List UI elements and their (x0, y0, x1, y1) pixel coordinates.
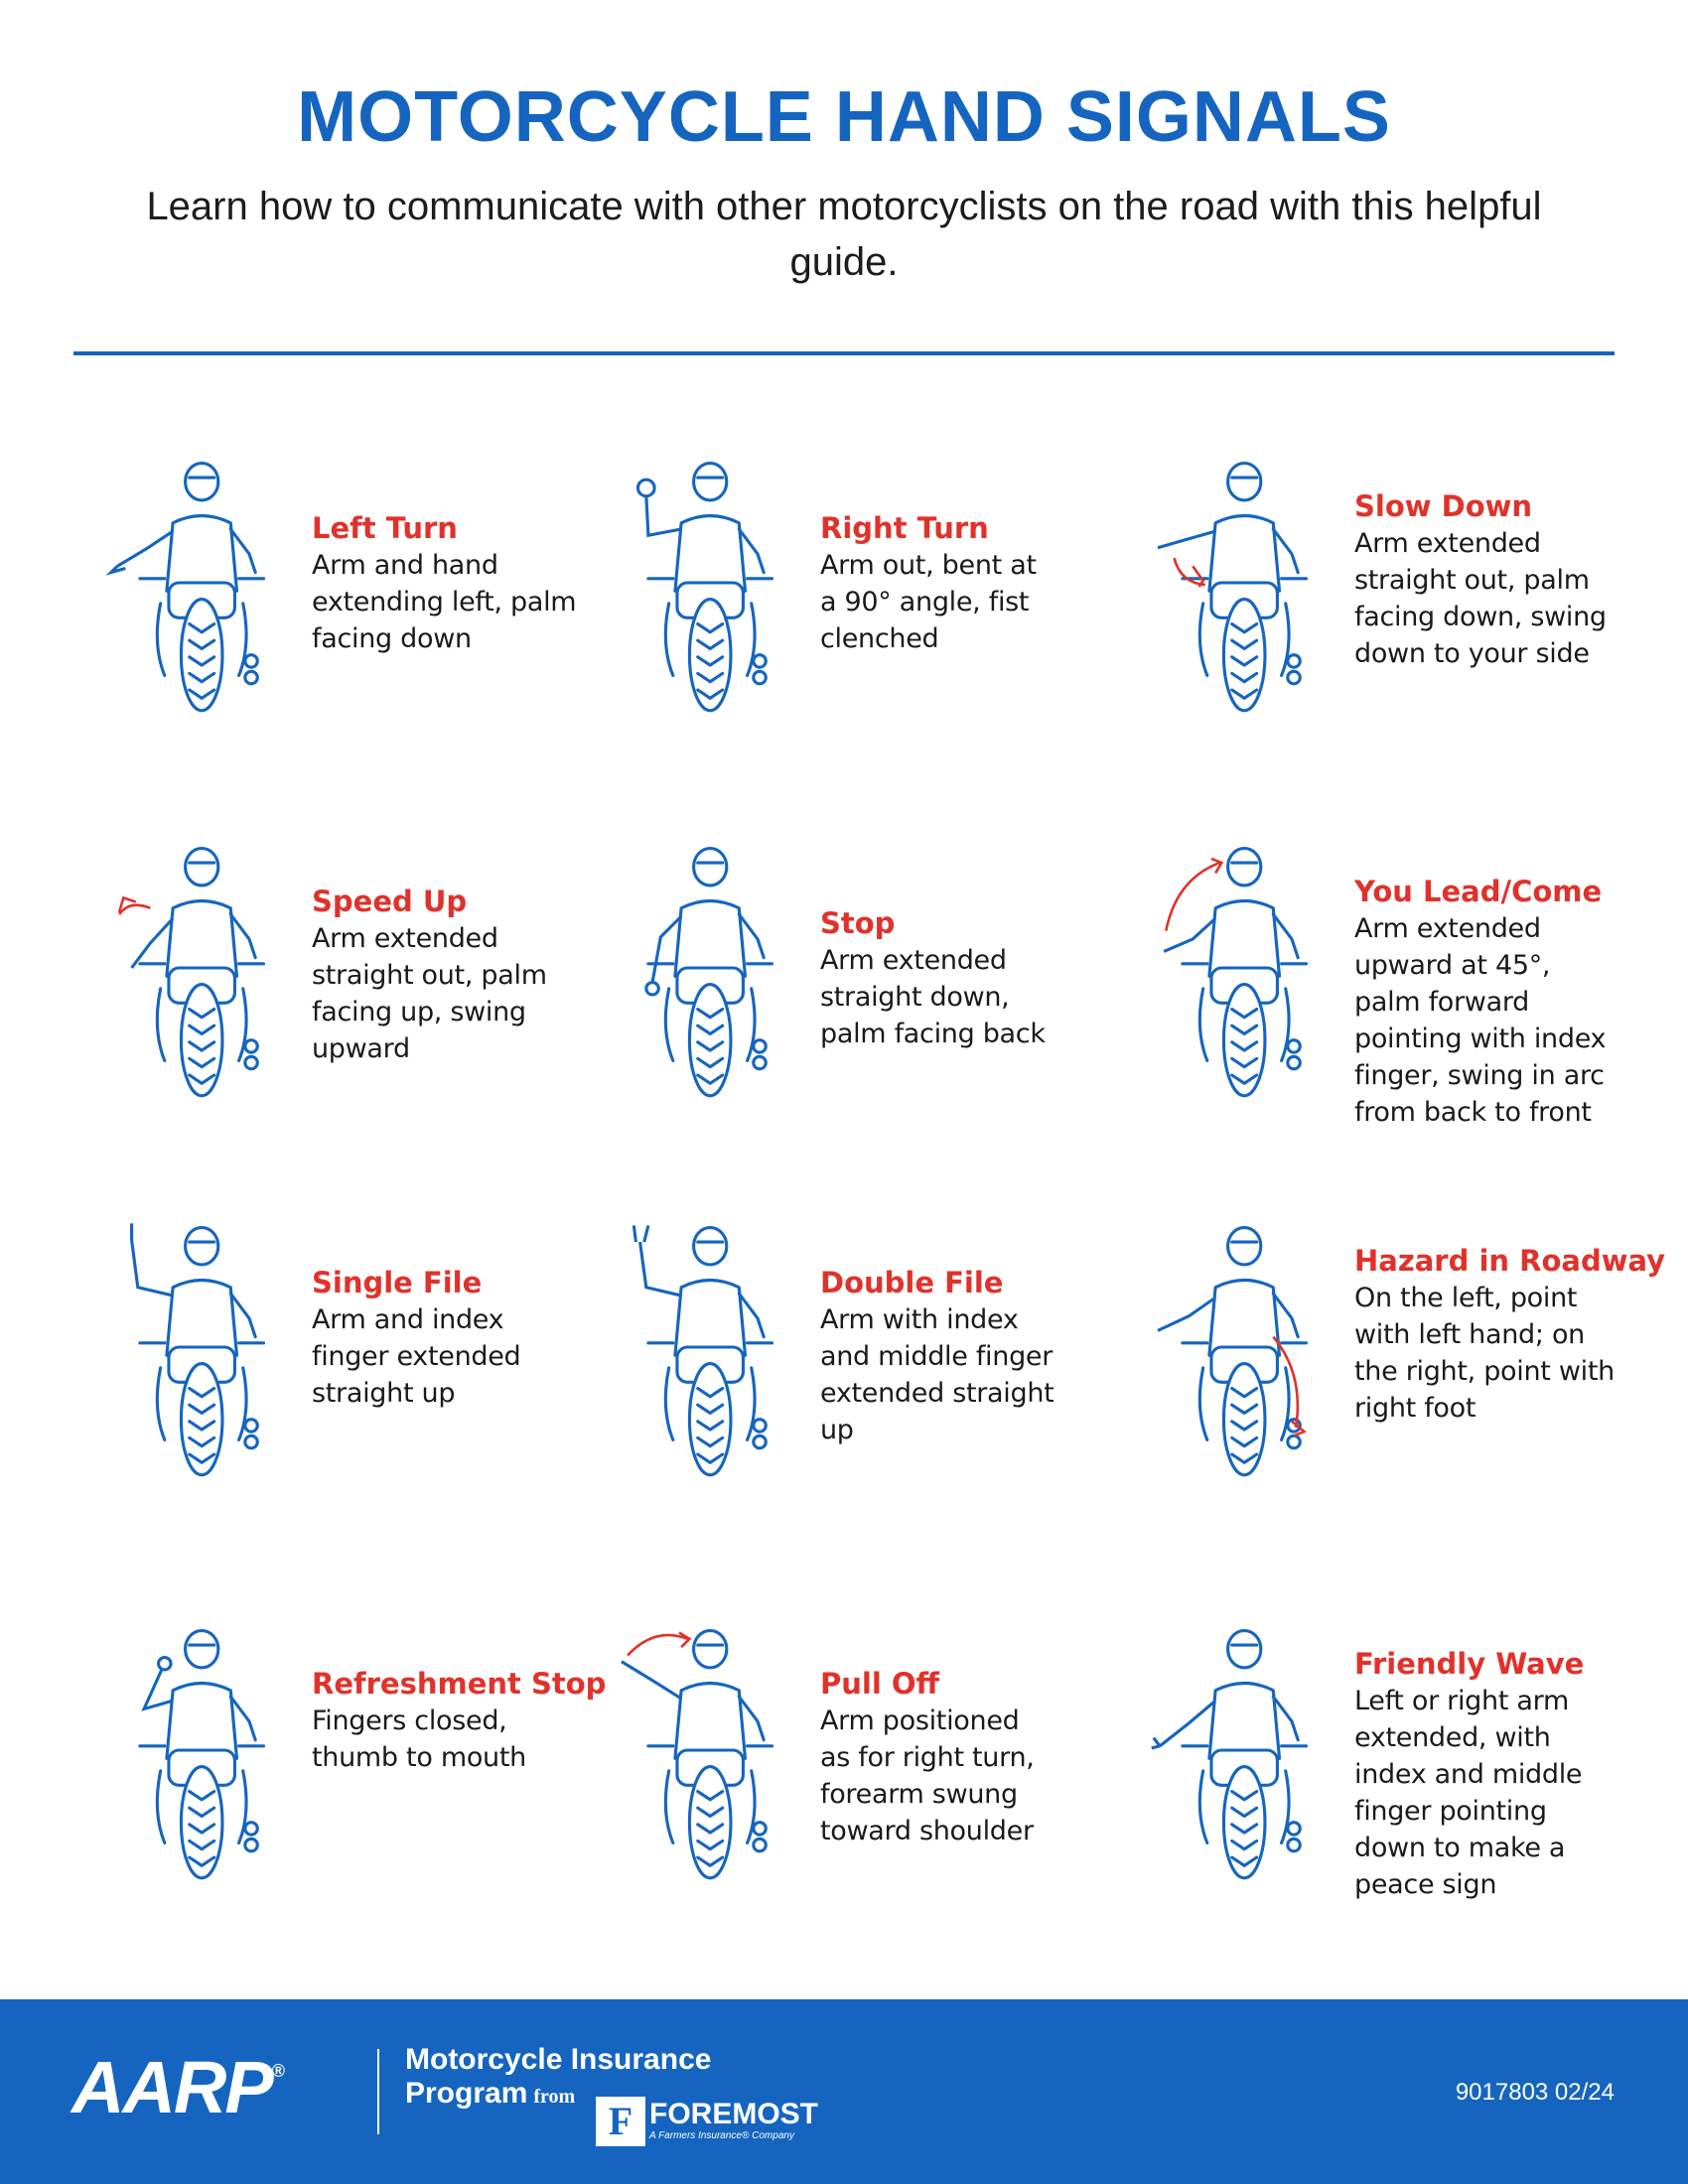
refreshment-stop-icon (97, 1616, 296, 1889)
double-file-icon (606, 1213, 804, 1486)
foremost-logo: F FOREMOST A Farmers Insurance® Company (596, 2097, 818, 2146)
signal-description: Arm extended upward at 45°, palm forward pointing with index finger, swing in arc from back to front (1354, 913, 1607, 1128)
footer-divider (377, 2049, 379, 2134)
header-divider (73, 351, 1615, 355)
signal-title: Slow Down (1354, 489, 1533, 523)
page-title: MOTORCYCLE HAND SIGNALS (297, 77, 1391, 157)
signal-title: Stop (820, 906, 896, 940)
program-name: Motorcycle Insurance Program from (405, 2043, 712, 2110)
signal-description: Left or right arm extended, with index and middle finger pointing down to make a peace sign (1354, 1686, 1583, 1900)
signal-hazard (1140, 1213, 1688, 1511)
signal-double-file (606, 1213, 1162, 1511)
single-file-icon (97, 1213, 296, 1486)
signal-slow-down (1140, 449, 1688, 747)
hazard-icon (1140, 1213, 1338, 1486)
signal-stop (606, 834, 1162, 1132)
right-turn-icon (606, 449, 804, 722)
stop-icon (606, 834, 804, 1107)
signal-left-turn (97, 449, 653, 747)
signal-title: Refreshment Stop (312, 1667, 607, 1701)
signal-description: On the left, point with left hand; on the right, point with right foot (1354, 1283, 1615, 1424)
footer (0, 1999, 1688, 2184)
aarp-logo: AARP® (71, 2046, 283, 2128)
signal-title: Single File (312, 1266, 483, 1299)
signal-description: Arm extended straight out, palm facing up, swing upward (312, 923, 547, 1064)
friendly-wave-icon (1140, 1616, 1338, 1889)
signal-description: Arm with index and middle finger extended straight up (820, 1304, 1055, 1445)
signal-description: Arm and index finger extended straight up (312, 1304, 521, 1409)
signal-friendly-wave (1140, 1616, 1688, 1914)
signal-speed-up (97, 834, 653, 1132)
left-turn-icon (97, 449, 296, 722)
signal-description: Fingers closed, thumb to mouth (312, 1706, 526, 1773)
signal-title: Friendly Wave (1354, 1647, 1585, 1681)
signal-description: Arm extended straight down, palm facing back (820, 945, 1046, 1049)
signal-title: Left Turn (312, 511, 458, 545)
signal-title: Hazard in Roadway (1354, 1244, 1666, 1278)
signal-title: You Lead/Come (1354, 875, 1603, 908)
signal-description: Arm positioned as for right turn, forearm swung toward shoulder (820, 1706, 1035, 1846)
signal-description: Arm out, bent at a 90° angle, fist clenched (820, 550, 1037, 654)
speed-up-icon (97, 834, 296, 1107)
signal-right-turn (606, 449, 1162, 747)
page-subtitle: Learn how to communicate with other motorcyclists on the road with this helpful guide. (146, 185, 1542, 284)
signal-description: Arm and hand extending left, palm facing down (312, 550, 577, 654)
signal-title: Speed Up (312, 885, 468, 918)
foremost-mark-icon: F (596, 2097, 645, 2146)
signal-pull-off (606, 1616, 1162, 1914)
document-code: 9017803 02/24 (1455, 2079, 1615, 2106)
you-lead-icon (1140, 834, 1338, 1107)
signal-you-lead (1140, 834, 1688, 1132)
signal-description: Arm extended straight out, palm facing down, swing down to your side (1354, 528, 1607, 669)
signal-title: Pull Off (820, 1667, 940, 1701)
signal-single-file (97, 1213, 653, 1511)
signal-title: Double File (820, 1266, 1004, 1299)
slow-down-icon (1140, 449, 1338, 722)
signal-title: Right Turn (820, 511, 989, 545)
signal-refreshment-stop (97, 1616, 653, 1914)
pull-off-icon (606, 1616, 804, 1889)
